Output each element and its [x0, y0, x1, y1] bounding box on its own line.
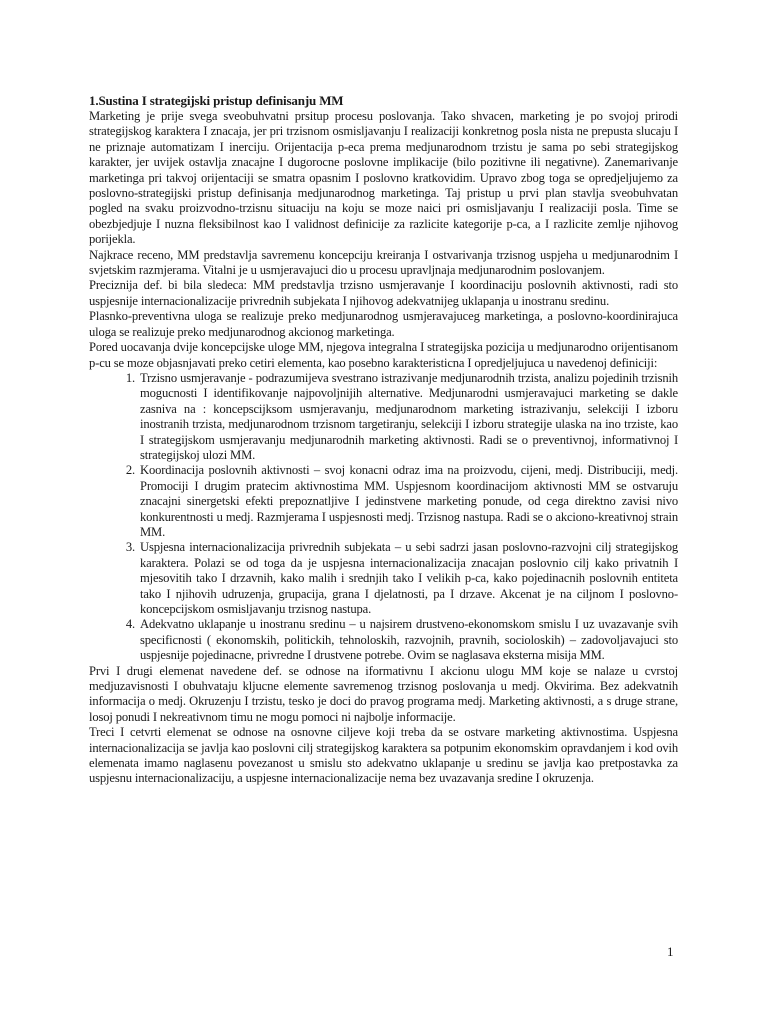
definition-elements-list: [89, 371, 678, 664]
paragraph: Pored uocavanja dvije koncepcijske uloge MM, njegova integralna I strategijska pozicija u medjunarodno orijentisanom p-cu se moze objasnjavati preko cetiri elementa, kao posebno karakteristicna I opredjeljujuca u navedenoj definiciji:: [89, 340, 678, 370]
paragraph: Preciznija def. bi bila sledeca: MM predstavlja trzisno usmjeravanje I koordinaciju poslovnih aktivnosti, radi sto uspjesnije internacionalizacije privrednih subjekata I njihovog adekvatnijeg uklapanja u inostranu sredinu.: [89, 278, 678, 308]
list-item: 3. Uspjesna internacionalizacija privrednih subjekata – u sebi sadrzi jasan poslovno-razvojni cilj strategijskog karaktera. Polazi se od toga da je uspjesna internacionalizacija znacajan poslovnio cilj kako privatnih I mjesovitih tako I drzavnih, kako malih i srednjih tako I velikih p-ca, kako pojedinacnih poslovnih entiteta tako I njihovih udruzenja, grupacija, grana I djelatnosti, pa I drzave. Akcenat je na ciljnom I poslovno-koncepcijskom osmisljavanju trzisnog nastupa.: [138, 540, 678, 617]
document-page: [89, 93, 678, 787]
paragraph: Treci I cetvrti elemenat se odnose na osnovne ciljeve koji treba da se ostvare marketing aktivnostima. Uspjesna internacionalizacija se javlja kao poslovni cilj strategijskog karaktera sa potpunim ekonomskim opravdanjem i kod ovih elemenata imamo naglasenu povezanost u smislu sto adekvatno uklapanje u sredinu se javlja kao pretpostavka za uspjesnu internacionalizaciju, a uspjesne internacionalizacije nema bez uvazavanja sredine I okruzenja.: [89, 725, 678, 786]
paragraph: Marketing je prije svega sveobuhvatni prsitup procesu poslovanja. Tako shvacen, marketing je po svojoj prirodi strategijskog karaktera I znacaja, jer pri trzisnom osmisljavanju I realizaciji konkretnog posla nista ne prepusta slucaju I ne priznaje automatizam I inerciju. Orijentacija p-eca prema medjunarodnom trzistu je sama po sebi strategijskog karakter, jer uvijek ostavlja znacajne I dugorocne poslovne implikacije (bilo pozitivne ili negativne). Zanemarivanje marketinga pri takvoj orijentaciji se smatra opasnim I poslovno kratkovidim. Upravo zbog toga se opredjeljujemo za poslovno-strategijski pristup definisanja medjunarodnog marketinga. Taj pristup u prvi plan stavlja sveobuhvatan pogled na svaku proizvodno-trzisnu situaciju na koju se moze naici pri osmisljavanju I realizaciji posla. Time se obezbjedjuje I nuzna fleksibilnost kao I validnost definicije za razlicite kategorije p-ca, a I razlicite zemlje njihovog porijekla.: [89, 109, 678, 247]
page-number: 1: [667, 944, 674, 959]
paragraph: Plasnko-preventivna uloga se realizuje preko medjunarodnog usmjeravajuceg marketinga, a poslovno-koordinirajuca uloga se realizuje preko medjunarodnog akcionog marketinga.: [89, 309, 678, 339]
list-item: 4. Adekvatno uklapanje u inostranu sredinu – u najsirem drustveno-ekonomskom smislu I uz uvazavanje svih specificnosti ( ekonomskih, politickih, tehnoloskih, razvojnih, pravnih, socioloskih) – zadovoljavajuci sto uspjesnije pojedinacne, privredne I drustvene potrebe. Ovim se naglasava eksterna misija MM.: [138, 617, 678, 663]
paragraph: Prvi I drugi elemenat navedene def. se odnose na iformativnu I akcionu ulogu MM koje se nalaze u cvrstoj medjuzavisnosti I obuhvataju kljucne elemente savremenog trzisnog poslovanja u medj. Okvirima. Bez adekvatnih informacija o medj. Okruzenju I trzistu, tesko je doci do pravog programa medj. Marketing aktivnosti, a s druge strane, losoj ponudi I nekreativnom timu ne mogu pomoci ni najbolje informacije.: [89, 663, 678, 724]
paragraph: Najkrace receno, MM predstavlja savremenu koncepciju kreiranja I ostvarivanja trzisnog uspjeha u medjunarodnim I svjetskim razmjerama. Vitalni je u usmjeravajuci dio u procesu upravljnaja medjunarodnim poslovanjem.: [89, 247, 678, 278]
list-item: 1. Trzisno usmjeravanje - podrazumijeva svestrano istrazivanje medjunarodnih trzista, analizu pojedinih trzisnih mogucnosti I identifikovanje najpovoljnijih alternative. Medjunarodni usmjeravajuci marketing se dakle zasniva na : koncepscijksom usmjeravanju, medjunarodnom marketing istrazivanju, selekciji I izboru inostranih trzista, medjunarodnom trzisnom targetiranju, selekciji I izboru strategije ulaska na ino trziste, kao I strategijskom usmjeravanju medjunarodnih marketing aktivnosti. Radi se o preventivnoj, informativnoj I strategijskoj ulozi MM.: [138, 371, 678, 463]
section-heading: 1.Sustina I strategijski pristup definisanju MM: [89, 93, 344, 108]
list-item: 2. Koordinacija poslovnih aktivnosti – svoj konacni odraz ima na proizvodu, cijeni, medj. Distribuciji, medj. Promociji I drugim pratecim aktivnostima MM. Uspjesnom koordinacijom aktivnosti MM se ostvaruju znacajni sinergetski efekti prepoznatljive I jedinstvene marketing ponude, od cega direktno zavisi nivo konkurentnosti u medj. Razmjerama I uspjesnosti medj. Trzisnog nastupa. Radi se o akciono-kreativnoj strain MM.: [138, 463, 678, 540]
